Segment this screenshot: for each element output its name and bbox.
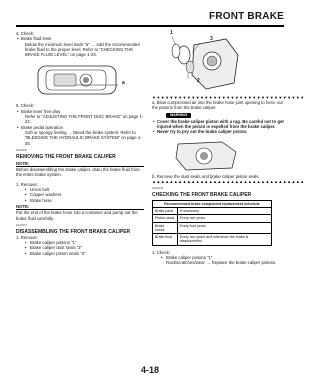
table-header: Recommended brake component replacement schedule xyxy=(153,201,272,208)
replacement-schedule-table xyxy=(152,200,272,245)
warning-item: • Cover the brake caliper piston with a rag. Be careful not to get injured when the piston is expelled from the brake caliper. xyxy=(152,119,284,130)
caliper-seals-illustration xyxy=(172,138,242,172)
caliper-figure xyxy=(164,31,284,95)
table-cell: Piston seals xyxy=(153,215,178,222)
pedal-operation-item: • Brake pedal operation xyxy=(16,125,144,130)
lever-text: Refer to “ADJUSTING THE FRONT DISC BRAKE” on page 1-22. xyxy=(25,114,144,125)
warning-item: • Never try to pry out the brake caliper piston. xyxy=(152,129,284,134)
page-number: 4-18 xyxy=(140,365,159,375)
fluid-level-item: • Brake fluid level xyxy=(16,36,144,41)
table-cell: Brake hoses xyxy=(153,222,178,233)
table-cell: Brake pads xyxy=(153,208,178,215)
note-label: NOTE: xyxy=(16,161,144,167)
reservoir-figure xyxy=(36,60,144,100)
label-2: 2 xyxy=(197,78,200,84)
section-code: EAS0006 xyxy=(16,148,27,152)
section-heading-checking: CHECKING THE FRONT BRAKE CALIPER xyxy=(152,192,252,199)
label-3: 3 xyxy=(210,36,213,42)
table-cell: If necessary xyxy=(177,208,271,215)
lever-free-play-item: • Brake lever free play xyxy=(16,109,144,114)
section-code: EAS0008 xyxy=(152,187,163,191)
table-row xyxy=(153,234,272,245)
remove-step: 1. Remove: xyxy=(16,234,38,240)
remove-step: 1. Remove: xyxy=(16,181,38,187)
note-label: NOTE: xyxy=(16,204,144,210)
table-cell: Every four years xyxy=(177,222,271,233)
table-cell: Brake fluid xyxy=(153,234,178,245)
warning-badge: WARNING xyxy=(166,113,191,118)
procedure-end-marker: ▲▲▲▲▲▲▲▲▲▲▲▲▲▲▲▲▲▲▲▲▲▲▲▲▲▲▲▲▲▲▲▲▲▲▲ xyxy=(152,179,305,185)
list-item: • Copper washers xyxy=(16,192,144,197)
table-row xyxy=(153,208,272,215)
section-heading-disassembling: DISASSEMBLING THE FRONT BRAKE CALIPER xyxy=(16,228,131,235)
label-1: 1 xyxy=(170,30,173,36)
header-rule xyxy=(16,25,284,27)
check-text: Rust/scratches/wear → Replace the brake caliper pistons. xyxy=(166,260,277,266)
step-4: 4. Check: xyxy=(16,31,35,36)
list-item: • Brake caliper dust seals “2” xyxy=(16,245,144,250)
table-row xyxy=(153,215,272,222)
list-item: • Union bolt xyxy=(16,187,144,192)
caliper-exploded-illustration xyxy=(164,31,244,95)
page-title: FRONT BRAKE xyxy=(209,11,284,22)
table-row xyxy=(153,222,272,233)
list-item: • Brake caliper pistons “1” xyxy=(16,240,144,245)
label-a: a xyxy=(122,80,125,87)
check-step: 1. Check: xyxy=(152,249,171,255)
note-text: Put the end of the brake hose into a container and pump out the brake fluid carefully. xyxy=(16,210,138,221)
note-text: Before disassembling the brake caliper, drain the brake fluid from the entire brake system. xyxy=(16,167,140,178)
table-cell: Every two years and whenever the brake is disassembled xyxy=(177,234,271,245)
procedure-start-marker: ▼▼▼▼▼▼▼▼▼▼▼▼▼▼▼▼▼▼▼▼▼▼▼▼▼▼▼▼▼▼▼▼▼▼▼ xyxy=(152,95,305,100)
step-b: b. Remove the dust seals and brake caliper piston seals. xyxy=(152,173,260,179)
dust-seal-figure xyxy=(172,138,284,172)
pedal-text: Soft or spongy feeling → Bleed the brake system. Refer to “BLEEDING THE HYDRAULIC BRAKE SYSTEM” on page 1-25. xyxy=(25,129,142,146)
fluid-level-text: Below the minimum level mark “a” → Add the recommended brake fluid to the proper level. Refer to “CHECKING THE BRAKE FLUID LEVEL” on page 1-23. xyxy=(25,41,140,58)
check-item: • Brake caliper pistons “1” xyxy=(152,255,284,260)
table-cell: Every two years xyxy=(177,215,271,222)
right-column xyxy=(152,30,305,266)
step-a: a. Blow compressed air into the brake hose joint opening to force out the pistons from the brake caliper. xyxy=(152,100,283,111)
list-item: • Brake caliper piston seals “3” xyxy=(16,251,144,256)
list-item: • Brake hose xyxy=(16,198,144,203)
section-code: EAS0007 xyxy=(16,223,27,227)
step-5: 5. Check: xyxy=(16,103,35,109)
left-column xyxy=(16,31,144,256)
brake-reservoir-illustration xyxy=(36,60,126,100)
section-heading-removing: REMOVING THE FRONT BRAKE CALIPER xyxy=(16,153,116,160)
